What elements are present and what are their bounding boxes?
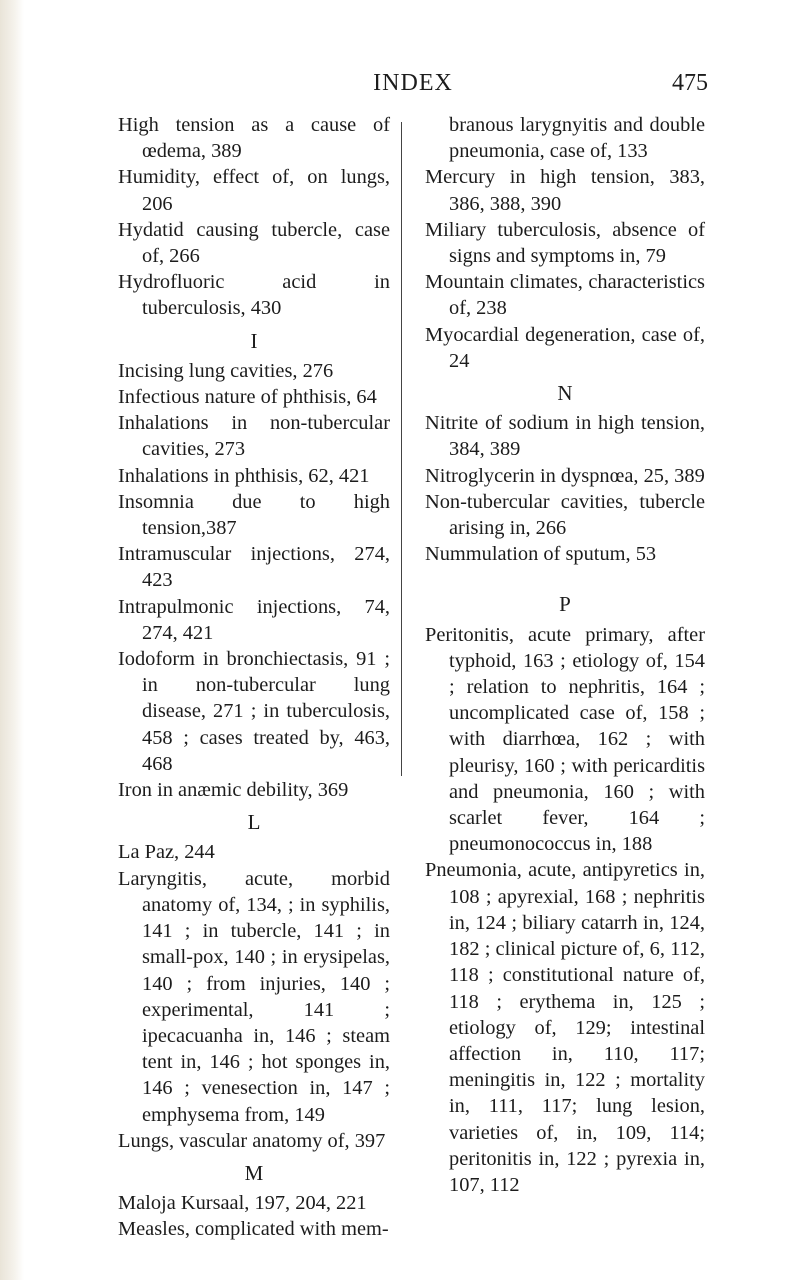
index-entry: Infectious nature of phthisis, 64 (118, 386, 377, 409)
section-letter: N (557, 381, 573, 406)
index-entry: Inhalations in phthisis, 62, 421 (118, 464, 370, 487)
section-letter: L (247, 810, 261, 835)
column-divider (401, 122, 402, 776)
index-entry: Iodoform in bronchiectasis, 91 ; in non-tubercular lung disease, 271 ; in tuberculosis, 458 ; cases treated by, 463, 468 (118, 648, 390, 775)
index-entry: Nitrite of sodium in high tension, 384, 389 (425, 412, 705, 461)
index-entry: Hydrofluoric acid in tuberculosis, 430 (118, 271, 390, 320)
index-entry: Laryngitis, acute, morbid anatomy of, 134, ; in syphilis, 141 ; in tubercle, 141 ; in small-pox, 140 ; in erysipelas, 140 ; from injuries, 140 ; experimental, 141 ; ipecacuanha in, 146 ; steam tent in, 146 ; hot sponges in, 146 ; venesection in, 147 ; emphysema from, 149 (118, 867, 390, 1126)
index-entry: Miliary tuberculosis, absence of signs and symptoms in, 79 (425, 218, 705, 268)
section-letter: M (244, 1160, 264, 1185)
index-entry: Pneumonia, acute, antipyretics in, 108 ; apyrexial, 168 ; nephritis in, 124 ; biliary catarrh in, 124, 182 ; clinical picture of, 6, 112, 118 ; constitutional nature of, 118 ; erythema in, 125 ; etiology of, 129; intestinal affection in, 110, 117; meningitis in, 122 ; mortality in, 111, 117; lung lesion, varieties of, in, 109, 114; peritonitis in, 122 ; pyrexia in, 107, 112 (425, 859, 705, 1196)
page-edge-shadow (0, 0, 24, 1280)
index-entry: Maloja Kursaal, 197, 204, 221 (118, 1192, 367, 1215)
index-entry: Intramuscular injections, 274, 423 (118, 543, 390, 592)
index-entry: La Paz, 244 (118, 841, 215, 864)
index-entry: Mountain climates, characteristics of, 238 (425, 271, 705, 320)
index-entry: Insomnia due to high tension,387 (118, 490, 390, 540)
index-entry: Humidity, effect of, on lungs, 206 (118, 166, 390, 215)
index-entry-continued: branous larygnyitis and double pneumonia, case of, 133 (449, 114, 705, 163)
page-number: 475 (672, 70, 708, 96)
index-entry: Hydatid causing tubercle, case of, 266 (118, 218, 390, 268)
index-entry: Peritonitis, acute primary, after typhoid, 163 ; etiology of, 154 ; relation to nephritis, 164 ; uncomplicated case of, 158 ; with diarrhœa, 162 ; with pleurisy, 160 ; with pericarditis and pneumonia, 160 ; with scarlet fever, 164 ; pneumonococcus in, 188 (425, 623, 705, 856)
index-entry: Measles, complicated with mem- (118, 1218, 389, 1241)
section-letter: I (250, 328, 258, 353)
index-entry: Incising lung cavities, 276 (118, 359, 334, 382)
index-entry: Lungs, vascular anatomy of, 397 (118, 1129, 386, 1152)
index-entry: Inhalations in non-tubercular cavities, 273 (118, 412, 390, 461)
index-entry: Non-tubercular cavities, tubercle arising in, 266 (425, 490, 705, 540)
index-entry: Nummulation of sputum, 53 (425, 543, 657, 566)
page-title: INDEX (373, 70, 453, 96)
index-column-left (118, 112, 390, 1243)
index-entry: Iron in anæmic debility, 369 (118, 779, 349, 802)
section-letter: P (559, 592, 571, 617)
running-head (118, 70, 708, 104)
index-entry: Nitroglycerin in dyspnœa, 25, 389 (425, 464, 705, 487)
index-entry: Myocardial degeneration, case of, 24 (425, 323, 705, 372)
index-entry: High tension as a cause of œdema, 389 (118, 114, 390, 163)
index-entry: Mercury in high tension, 383, 386, 388, 390 (425, 166, 705, 215)
index-column-right (425, 112, 705, 1198)
index-entry: Intrapulmonic injections, 74, 274, 421 (118, 595, 390, 644)
